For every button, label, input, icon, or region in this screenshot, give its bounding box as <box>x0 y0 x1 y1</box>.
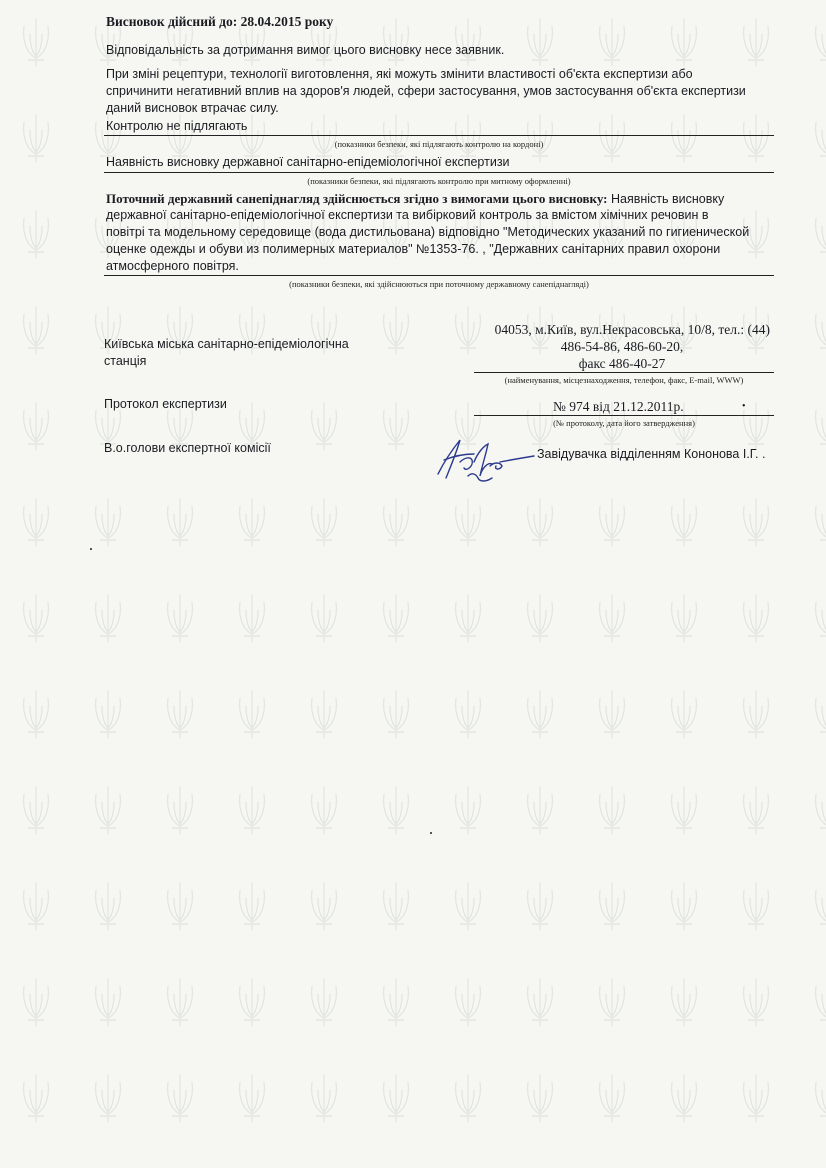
institution-address-line-2: 486-54-86, 486-60-20, <box>560 339 684 354</box>
border-control-rule <box>104 135 774 136</box>
supervision-rule <box>104 275 774 276</box>
border-control-value: Контролю не підлягають <box>106 119 248 133</box>
institution-address-line-3: факс 486-40-27 <box>578 356 666 371</box>
institution-caption: (найменування, місцезнаходження, телефон, факс, E-mail, WWW) <box>504 375 744 385</box>
signer-name: Завідувачка відділенням Кононова І.Г. . <box>537 447 766 461</box>
supervision-line-2: державної санітарно-епідеміологічної експертизи та вибірковий контроль за вмістом хімічних речовин в <box>106 208 709 222</box>
change-notice-line-1: При зміні рецептури, технології виготовлення, які можуть змінити властивості об'єкта експертизи або <box>106 67 693 81</box>
supervision-caption: (показники безпеки, які здійснюються при поточному державному санепіднагляді) <box>289 279 589 289</box>
responsibility-text: Відповідальність за дотримання вимог цього висновку несе заявник. <box>106 43 505 57</box>
handwritten-signature <box>430 432 540 494</box>
customs-control-rule <box>104 172 774 173</box>
supervision-line-5: атмосферного повітря. <box>106 259 239 273</box>
protocol-value: № 974 від 21.12.2011р. <box>553 399 684 414</box>
institution-name-line-1: Київська міська санітарно-епідеміологічна <box>104 337 349 351</box>
validity-date: Висновок дійсний до: 28.04.2015 року <box>106 14 334 29</box>
speck <box>430 832 432 834</box>
supervision-line-1 <box>106 190 724 208</box>
protocol-rule <box>474 415 774 416</box>
change-notice-line-3: даний висновок втрачає силу. <box>106 101 279 115</box>
ink-dot: • <box>742 401 746 412</box>
border-control-caption: (показники безпеки, які підлягають контролю на кордоні) <box>334 139 544 149</box>
customs-control-caption: (показники безпеки, які підлягають контролю при митному оформленні) <box>307 176 571 186</box>
institution-rule <box>474 372 774 373</box>
commission-head-label: В.о.голови експертної комісії <box>104 441 271 455</box>
supervision-line-1-rest: Наявність висновку <box>607 192 725 206</box>
protocol-caption: (№ протоколу, дата його затвердження) <box>553 418 695 428</box>
institution-name-line-2: станція <box>104 354 147 368</box>
protocol-label: Протокол експертизи <box>104 397 227 411</box>
customs-control-value: Наявність висновку державної санітарно-епідеміологічної експертизи <box>106 155 510 169</box>
change-notice-line-2: спричинити негативний вплив на здоров'я людей, сфери застосування, умов застосування об'єкта експертизи <box>106 84 746 98</box>
supervision-heading: Поточний державний санепіднагляд здійснюється згідно з вимогами цього висновку: <box>106 191 608 206</box>
institution-address-line-1: 04053, м.Київ, вул.Некрасовська, 10/8, тел.: (44) <box>494 322 770 337</box>
supervision-line-4: оценке одежды и обуви из полимерных материалов" №1353-76. , "Державних санітарних правил охорони <box>106 242 721 256</box>
supervision-line-3: повітрі та модельному середовище (вода дистильована) відповідно "Методических указаний по гигиенической <box>106 225 750 239</box>
speck <box>90 548 92 550</box>
